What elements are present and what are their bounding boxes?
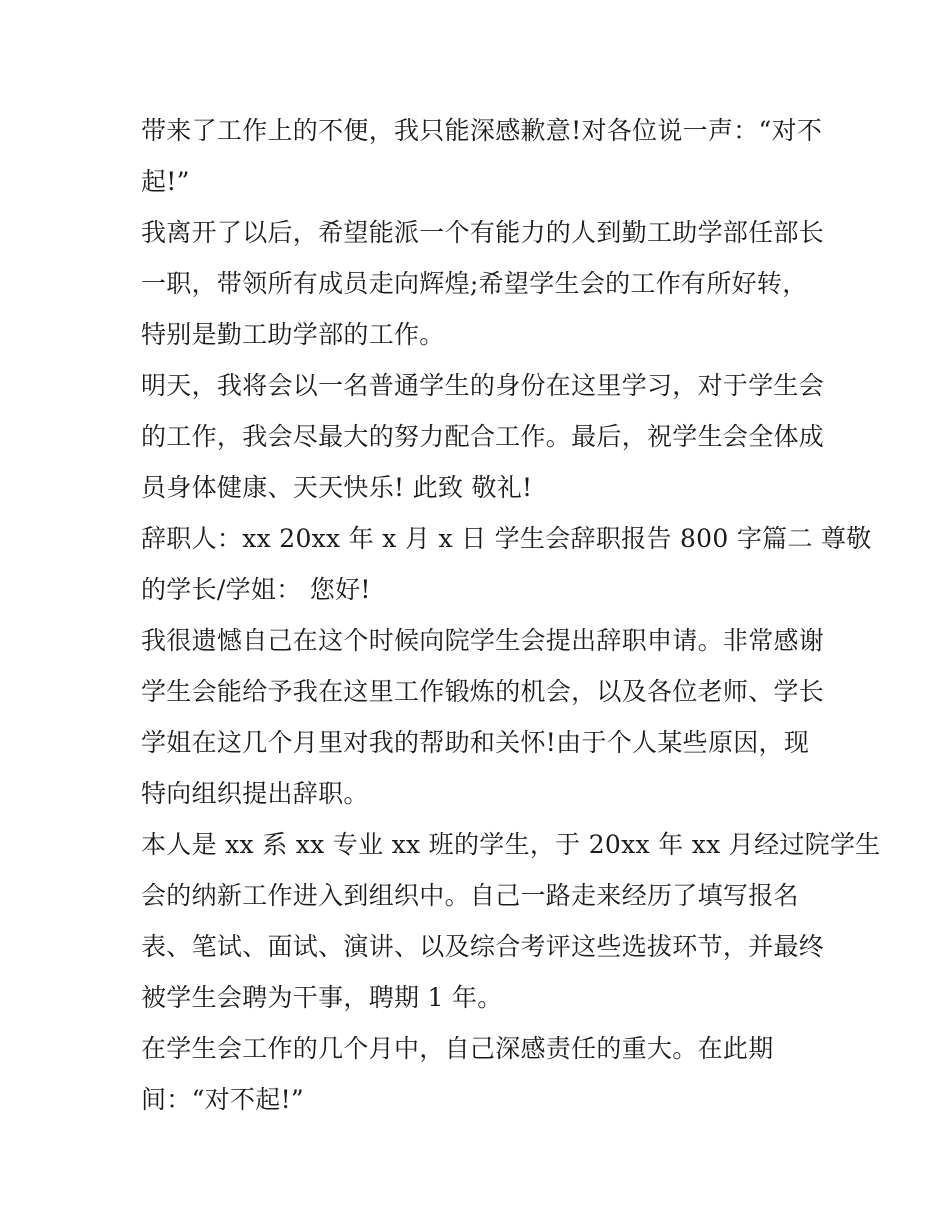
text-line: 起!” — [141, 167, 190, 196]
text-line: 辞职人：xx 20xx 年 x 月 x 日 学生会辞职报告 800 字篇二 尊敬 — [141, 524, 872, 553]
text-line: 明天，我将会以一名普通学生的身份在这里学习，对于学生会 — [141, 371, 825, 400]
text-line: 在学生会工作的几个月中，自己深感责任的重大。在此期 — [141, 1034, 774, 1063]
text-line: 带来了工作上的不便，我只能深感歉意!对各位说一声：“对不 — [141, 116, 823, 145]
text-line: 表、笔试、面试、演讲、以及综合考评这些选拔环节，并最终 — [141, 932, 825, 961]
text-line: 我离开了以后，希望能派一个有能力的人到勤工助学部任部长 — [141, 218, 825, 247]
text-line: 一职，带领所有成员走向辉煌;希望学生会的工作有所好转， — [141, 269, 808, 298]
text-line: 特向组织提出辞职。 — [141, 779, 369, 808]
text-line: 本人是 xx 系 xx 专业 xx 班的学生，于 20xx 年 xx 月经过院学生 — [141, 830, 881, 859]
text-line: 间：“对不起!” — [141, 1085, 305, 1114]
text-line: 的工作，我会尽最大的努力配合工作。最后，祝学生会全体成 — [141, 422, 825, 451]
text-line: 的学长/学姐： 您好! — [141, 575, 371, 604]
text-line: 会的纳新工作进入到组织中。自己一路走来经历了填写报名 — [141, 881, 799, 910]
document-body — [141, 108, 881, 1128]
text-line: 被学生会聘为干事，聘期 1 年。 — [141, 983, 503, 1012]
text-line: 学姐在这几个月里对我的帮助和关怀!由于个人某些原因，现 — [141, 728, 810, 757]
text-line: 特别是勤工助学部的工作。 — [141, 320, 445, 349]
text-line: 学生会能给予我在这里工作锻炼的机会，以及各位老师、学长 — [141, 677, 825, 706]
text-line: 员身体健康、天天快乐! 此致 敬礼! — [141, 473, 533, 502]
text-line: 我很遗憾自己在这个时候向院学生会提出辞职申请。非常感谢 — [141, 626, 825, 655]
